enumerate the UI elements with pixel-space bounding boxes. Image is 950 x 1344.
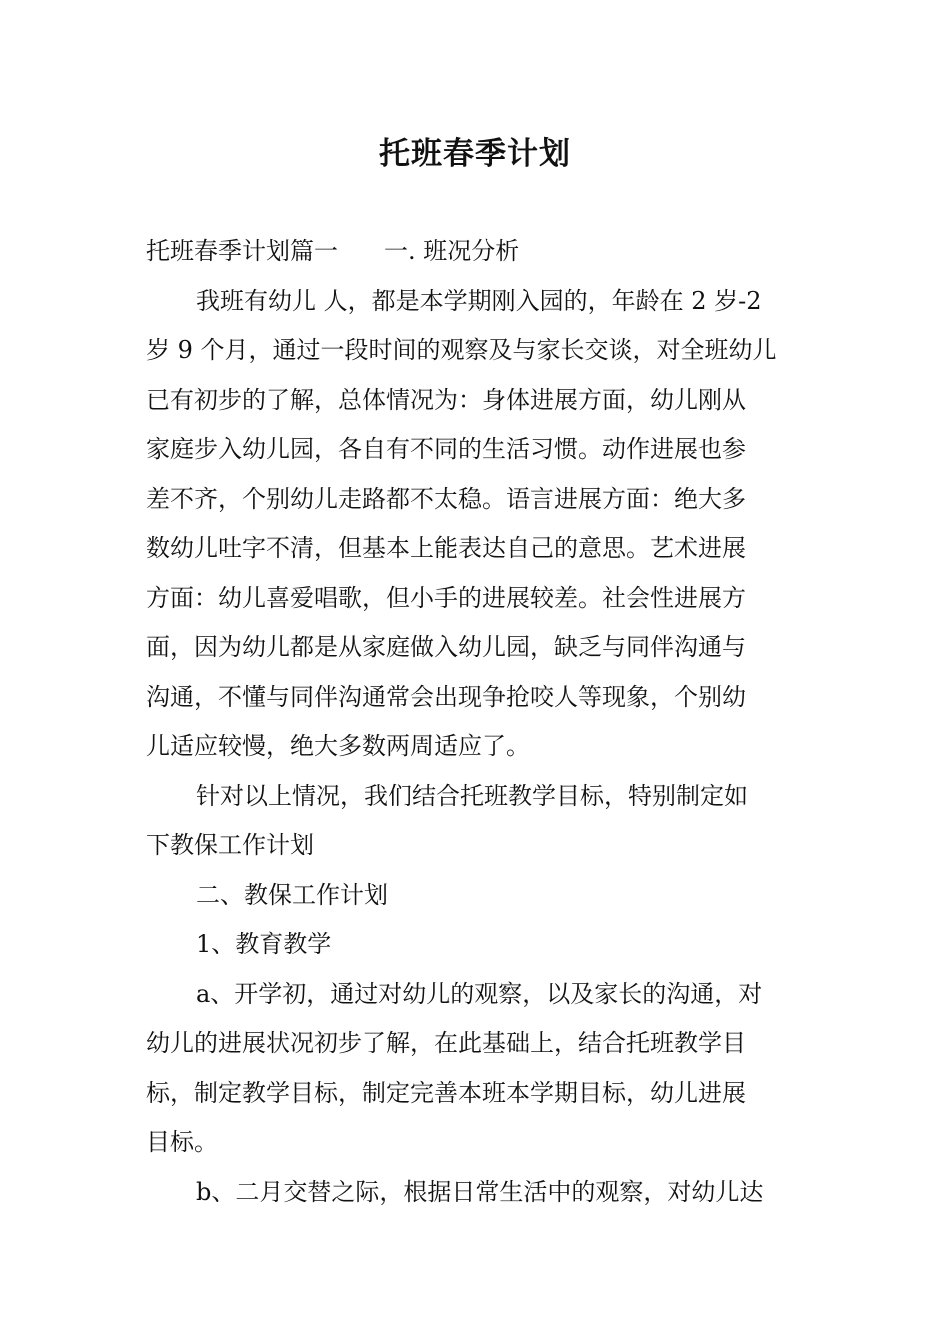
text-line: 沟通，不懂与同伴沟通常会出现争抢咬人等现象，个别幼 (146, 682, 746, 711)
text-line: 差不齐，个别幼儿走路都不太稳。语言进展方面：绝大多 (146, 484, 746, 513)
text-line: 数幼儿吐字不清，但基本上能表达自己的意思。艺术进展 (146, 534, 746, 562)
text-line: 岁 9 个月，通过一段时间的观察及与家长交谈，对全班幼儿 (146, 336, 777, 364)
document-title: 托班春季计划 (379, 136, 571, 172)
text-line: 目标。 (146, 1128, 218, 1156)
section-heading (146, 227, 810, 277)
text-line: 方面：幼儿喜爱唱歌，但小手的进展较差。社会性进展方 (146, 583, 746, 612)
heading-left: 托班春季计划篇一 (146, 237, 338, 265)
text-line: 已有初步的了解，总体情况为：身体进展方面，幼儿刚从 (146, 385, 746, 414)
text-line: a、开学初，通过对幼儿的观察，以及家长的沟通，对 (196, 979, 763, 1008)
subsection-heading: 1、教育教学 (196, 930, 332, 958)
text-line: 家庭步入幼儿园，各自有不同的生活习惯。动作进展也参 (146, 435, 746, 463)
text-line: 针对以上情况，我们结合托班教学目标，特别制定如 (196, 781, 748, 810)
text-line: 下教保工作计划 (146, 831, 314, 859)
text-line: 我班有幼儿 人，都是本学期刚入园的，年龄在 2 岁-2 (196, 286, 762, 315)
document-body (146, 227, 810, 1217)
text-line: 儿适应较慢，绝大多数两周适应了。 (146, 732, 530, 760)
text-line: 幼儿的进展状况初步了解，在此基础上，结合托班教学目 (146, 1029, 746, 1057)
subsection-heading: 二、教保工作计划 (196, 880, 388, 909)
heading-right: 一. 班况分析 (384, 237, 520, 265)
text-line: b、二月交替之际，根据日常生活中的观察，对幼儿达 (196, 1177, 764, 1206)
text-line: 面，因为幼儿都是从家庭做入幼儿园，缺乏与同伴沟通与 (146, 633, 746, 661)
text-line: 标，制定教学目标，制定完善本班本学期目标，幼儿进展 (146, 1078, 746, 1107)
